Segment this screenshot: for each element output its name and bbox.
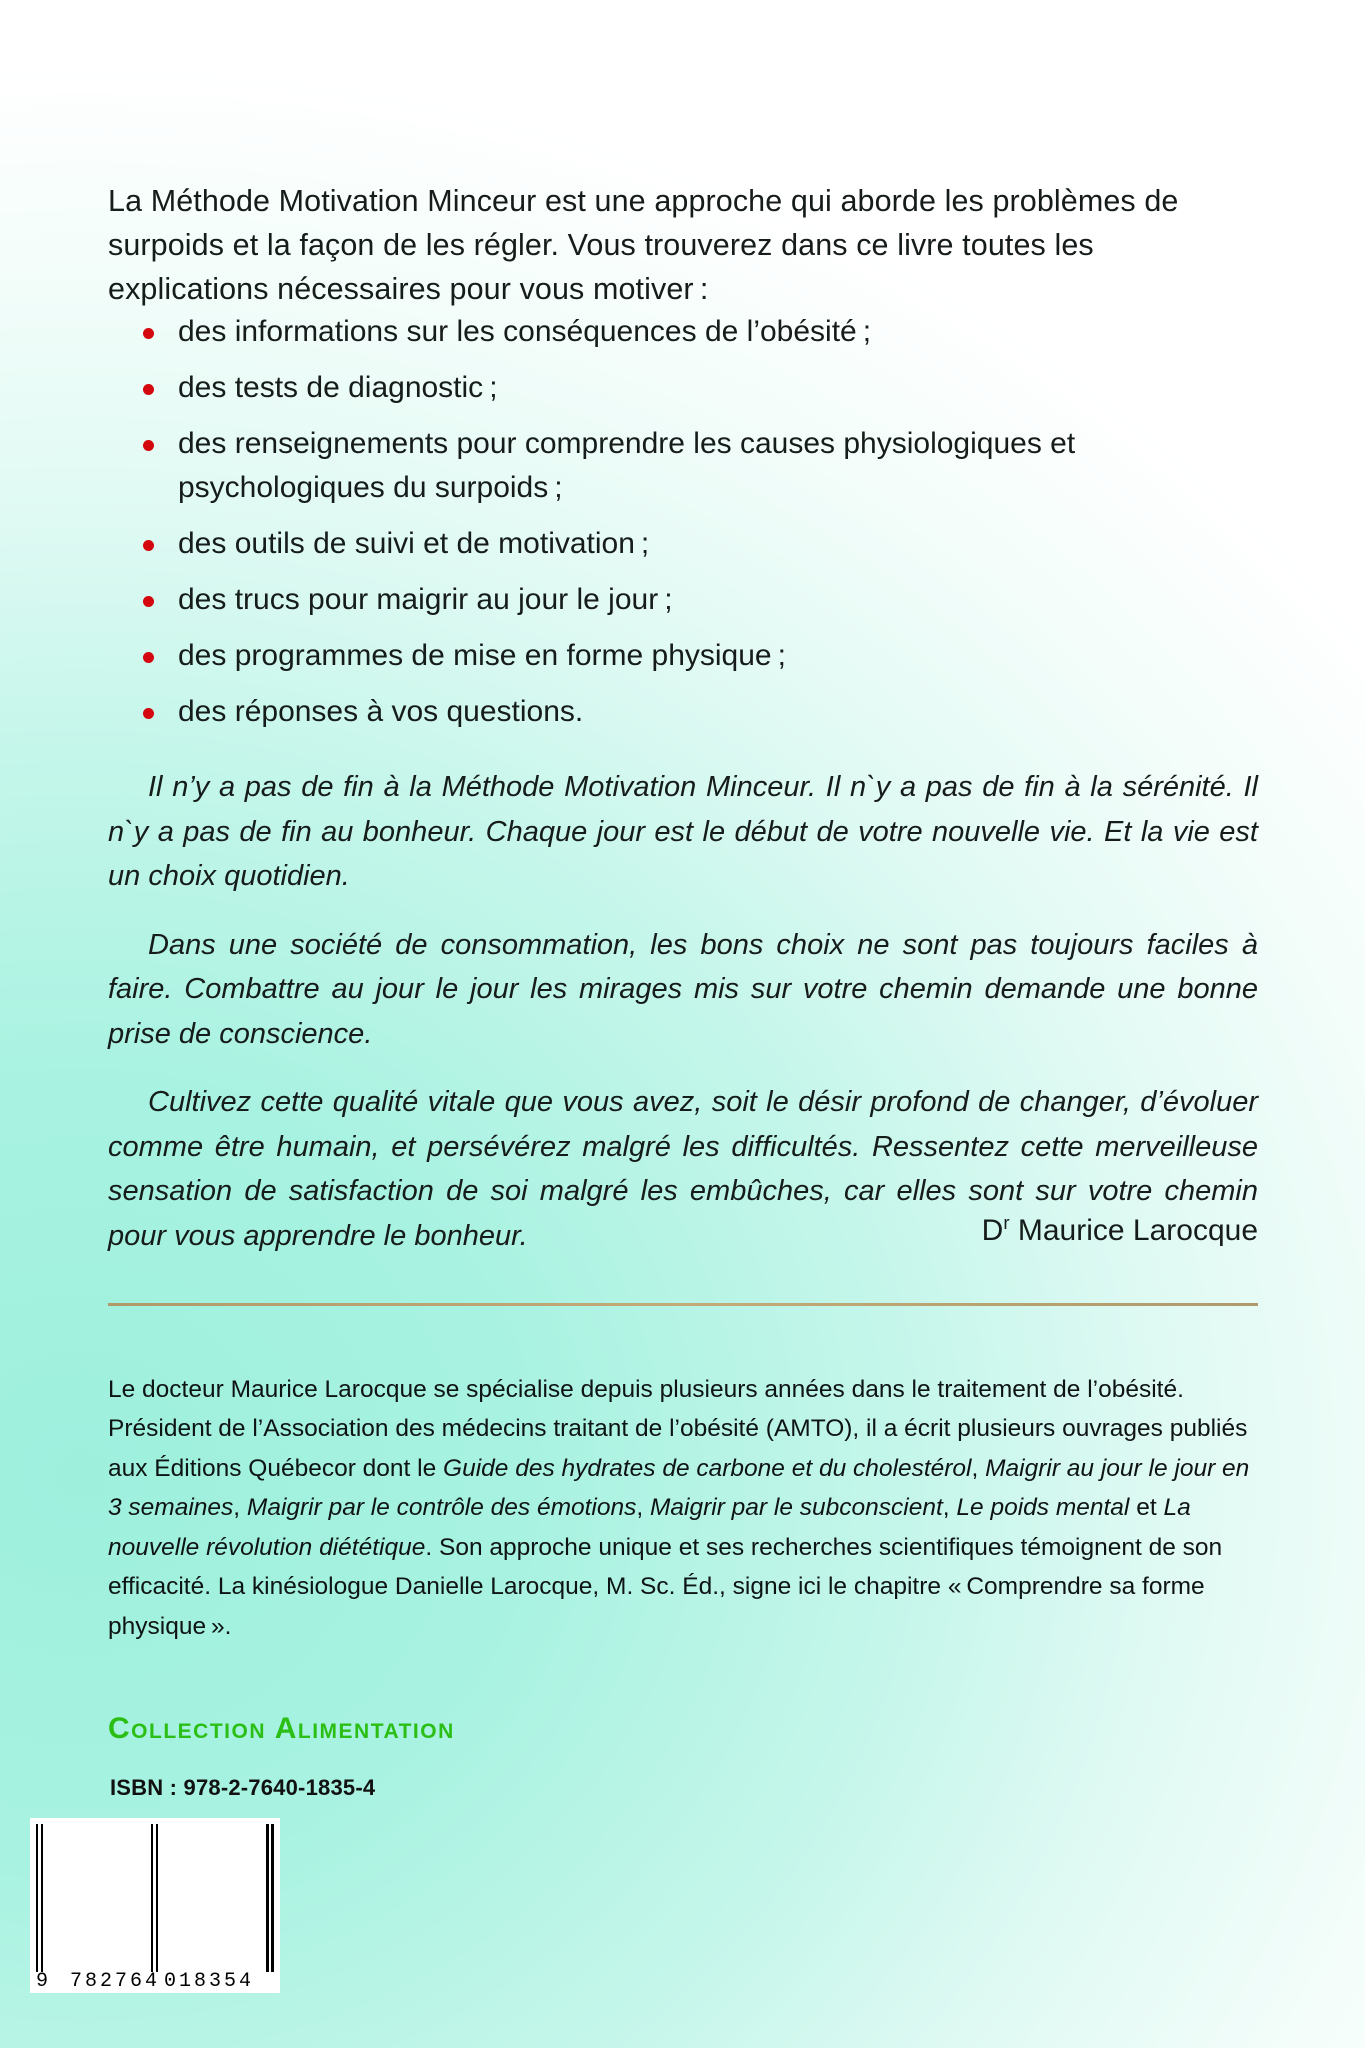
barcode-bar [266, 1824, 268, 1972]
author-signature [108, 1212, 1258, 1250]
bio-separator: , [942, 1494, 957, 1521]
book-title: La nouvelle révolution diététique [108, 1494, 1191, 1561]
barcode-bar [151, 1824, 153, 1972]
list-item [108, 422, 1258, 510]
book-title: Maigrir par le contrôle des émotions [246, 1494, 637, 1521]
list-item [108, 578, 1258, 622]
bio-separator: et [1129, 1494, 1164, 1521]
list-item [108, 634, 1258, 678]
signature-superscript: r [1003, 1212, 1010, 1233]
collection-label: Collection Alimentation [108, 1712, 455, 1745]
bullet-dot-icon [143, 328, 154, 339]
bio-separator: , [636, 1494, 650, 1521]
book-title: Guide des hydrates de carbone et du cholestérol [443, 1454, 972, 1482]
bullet-dot-icon [143, 596, 154, 607]
list-item-label: des outils de suivi et de motivation ; [178, 527, 650, 560]
isbn-label: ISBN : 978-2-7640-1835-4 [110, 1775, 376, 1800]
bullet-dot-icon [143, 708, 154, 719]
book-title: Maigrir au jour le jour en 3 semaines [108, 1454, 1250, 1521]
barcode-bars [36, 1824, 274, 1956]
barcode [30, 1818, 280, 1993]
bullet-dot-icon [143, 440, 154, 451]
signature-prefix: D [981, 1214, 1004, 1247]
horizontal-divider [108, 1303, 1258, 1306]
barcode-digits [36, 1970, 274, 1996]
barcode-digit-group-left: 782764 [70, 1970, 161, 1993]
list-item [108, 310, 1258, 354]
barcode-bar [271, 1824, 273, 1972]
bio-separator: , [233, 1494, 247, 1521]
quote-block [108, 765, 1258, 1282]
author-bio [108, 1370, 1260, 1647]
intro-paragraph: La Méthode Motivation Minceur est une approche qui aborde les problèmes de surpoids et la façon de les régler. Vous trouverez dans ce livre toutes les explications nécessaires pour vous motiver : [108, 183, 1179, 306]
list-item-label: des informations sur les conséquences de l’obésité ; [178, 315, 872, 348]
list-item [108, 366, 1258, 410]
quote-paragraph: Il n’y a pas de fin à la Méthode Motivation Minceur. Il n`y a pas de fin à la sérénité. Il n`y a pas de fin au bonheur. Chaque jour est le début de votre nouvelle vie. Et la vie est un choix quotidien. [108, 771, 1258, 892]
signature-name: Maurice Larocque [1009, 1214, 1258, 1247]
bullet-dot-icon [143, 384, 154, 395]
quote-paragraph: Cultivez cette qualité vitale que vous avez, soit le désir profond de changer, d’évoluer comme être humain, et persévérez malgré les difficultés. Ressentez cette merveilleuse sensation de satisfaction de soi malgré les embûches, car elles sont sur votre chemin pour vous apprendre le bonheur. [108, 1086, 1258, 1252]
list-item [108, 522, 1258, 566]
barcode-digit-group-right: 018354 [164, 1970, 255, 1993]
list-item-label: des programmes de mise en forme physique ; [178, 639, 786, 672]
quote-paragraph: Dans une société de consommation, les bons choix ne sont pas toujours faciles à faire. Combattre au jour le jour les mirages mis sur votre chemin demande une bonne prise de conscience. [108, 928, 1258, 1050]
barcode-digit-left: 9 [36, 1970, 52, 1993]
bullet-dot-icon [143, 540, 154, 551]
bio-text-part2: . Son approche unique et ses recherches scientifiques témoignent de son efficacité. La kinésiologue Danielle Larocque, M. Sc. Éd., signe ici le chapitre « Comprendre sa forme physique ». [108, 1533, 1223, 1640]
book-title: Le poids mental [956, 1494, 1130, 1521]
list-item [108, 690, 1258, 734]
barcode-bar [36, 1824, 38, 1972]
list-item-label: des tests de diagnostic ; [178, 371, 498, 404]
list-item-label: des renseignements pour comprendre les causes physiologiques et psychologiques du surpoids ; [178, 427, 1076, 504]
book-title: Maigrir par le subconscient [650, 1494, 943, 1521]
list-item-label: des trucs pour maigrir au jour le jour ; [178, 583, 673, 616]
list-item-label: des réponses à vos questions. [178, 695, 584, 728]
bullet-dot-icon [143, 652, 154, 663]
barcode-bar [41, 1824, 43, 1972]
barcode-bar [156, 1824, 158, 1972]
bio-text-part1: Le docteur Maurice Larocque se spécialise depuis plusieurs années dans le traitement de l’obésité. Président de l’Association des médecins traitant de l’obésité (AMTO), il a écrit plusieurs ouvrages publiés aux Éditions Québecor dont le [108, 1375, 1248, 1482]
feature-list [108, 310, 1258, 746]
bio-separator: , [971, 1454, 986, 1482]
